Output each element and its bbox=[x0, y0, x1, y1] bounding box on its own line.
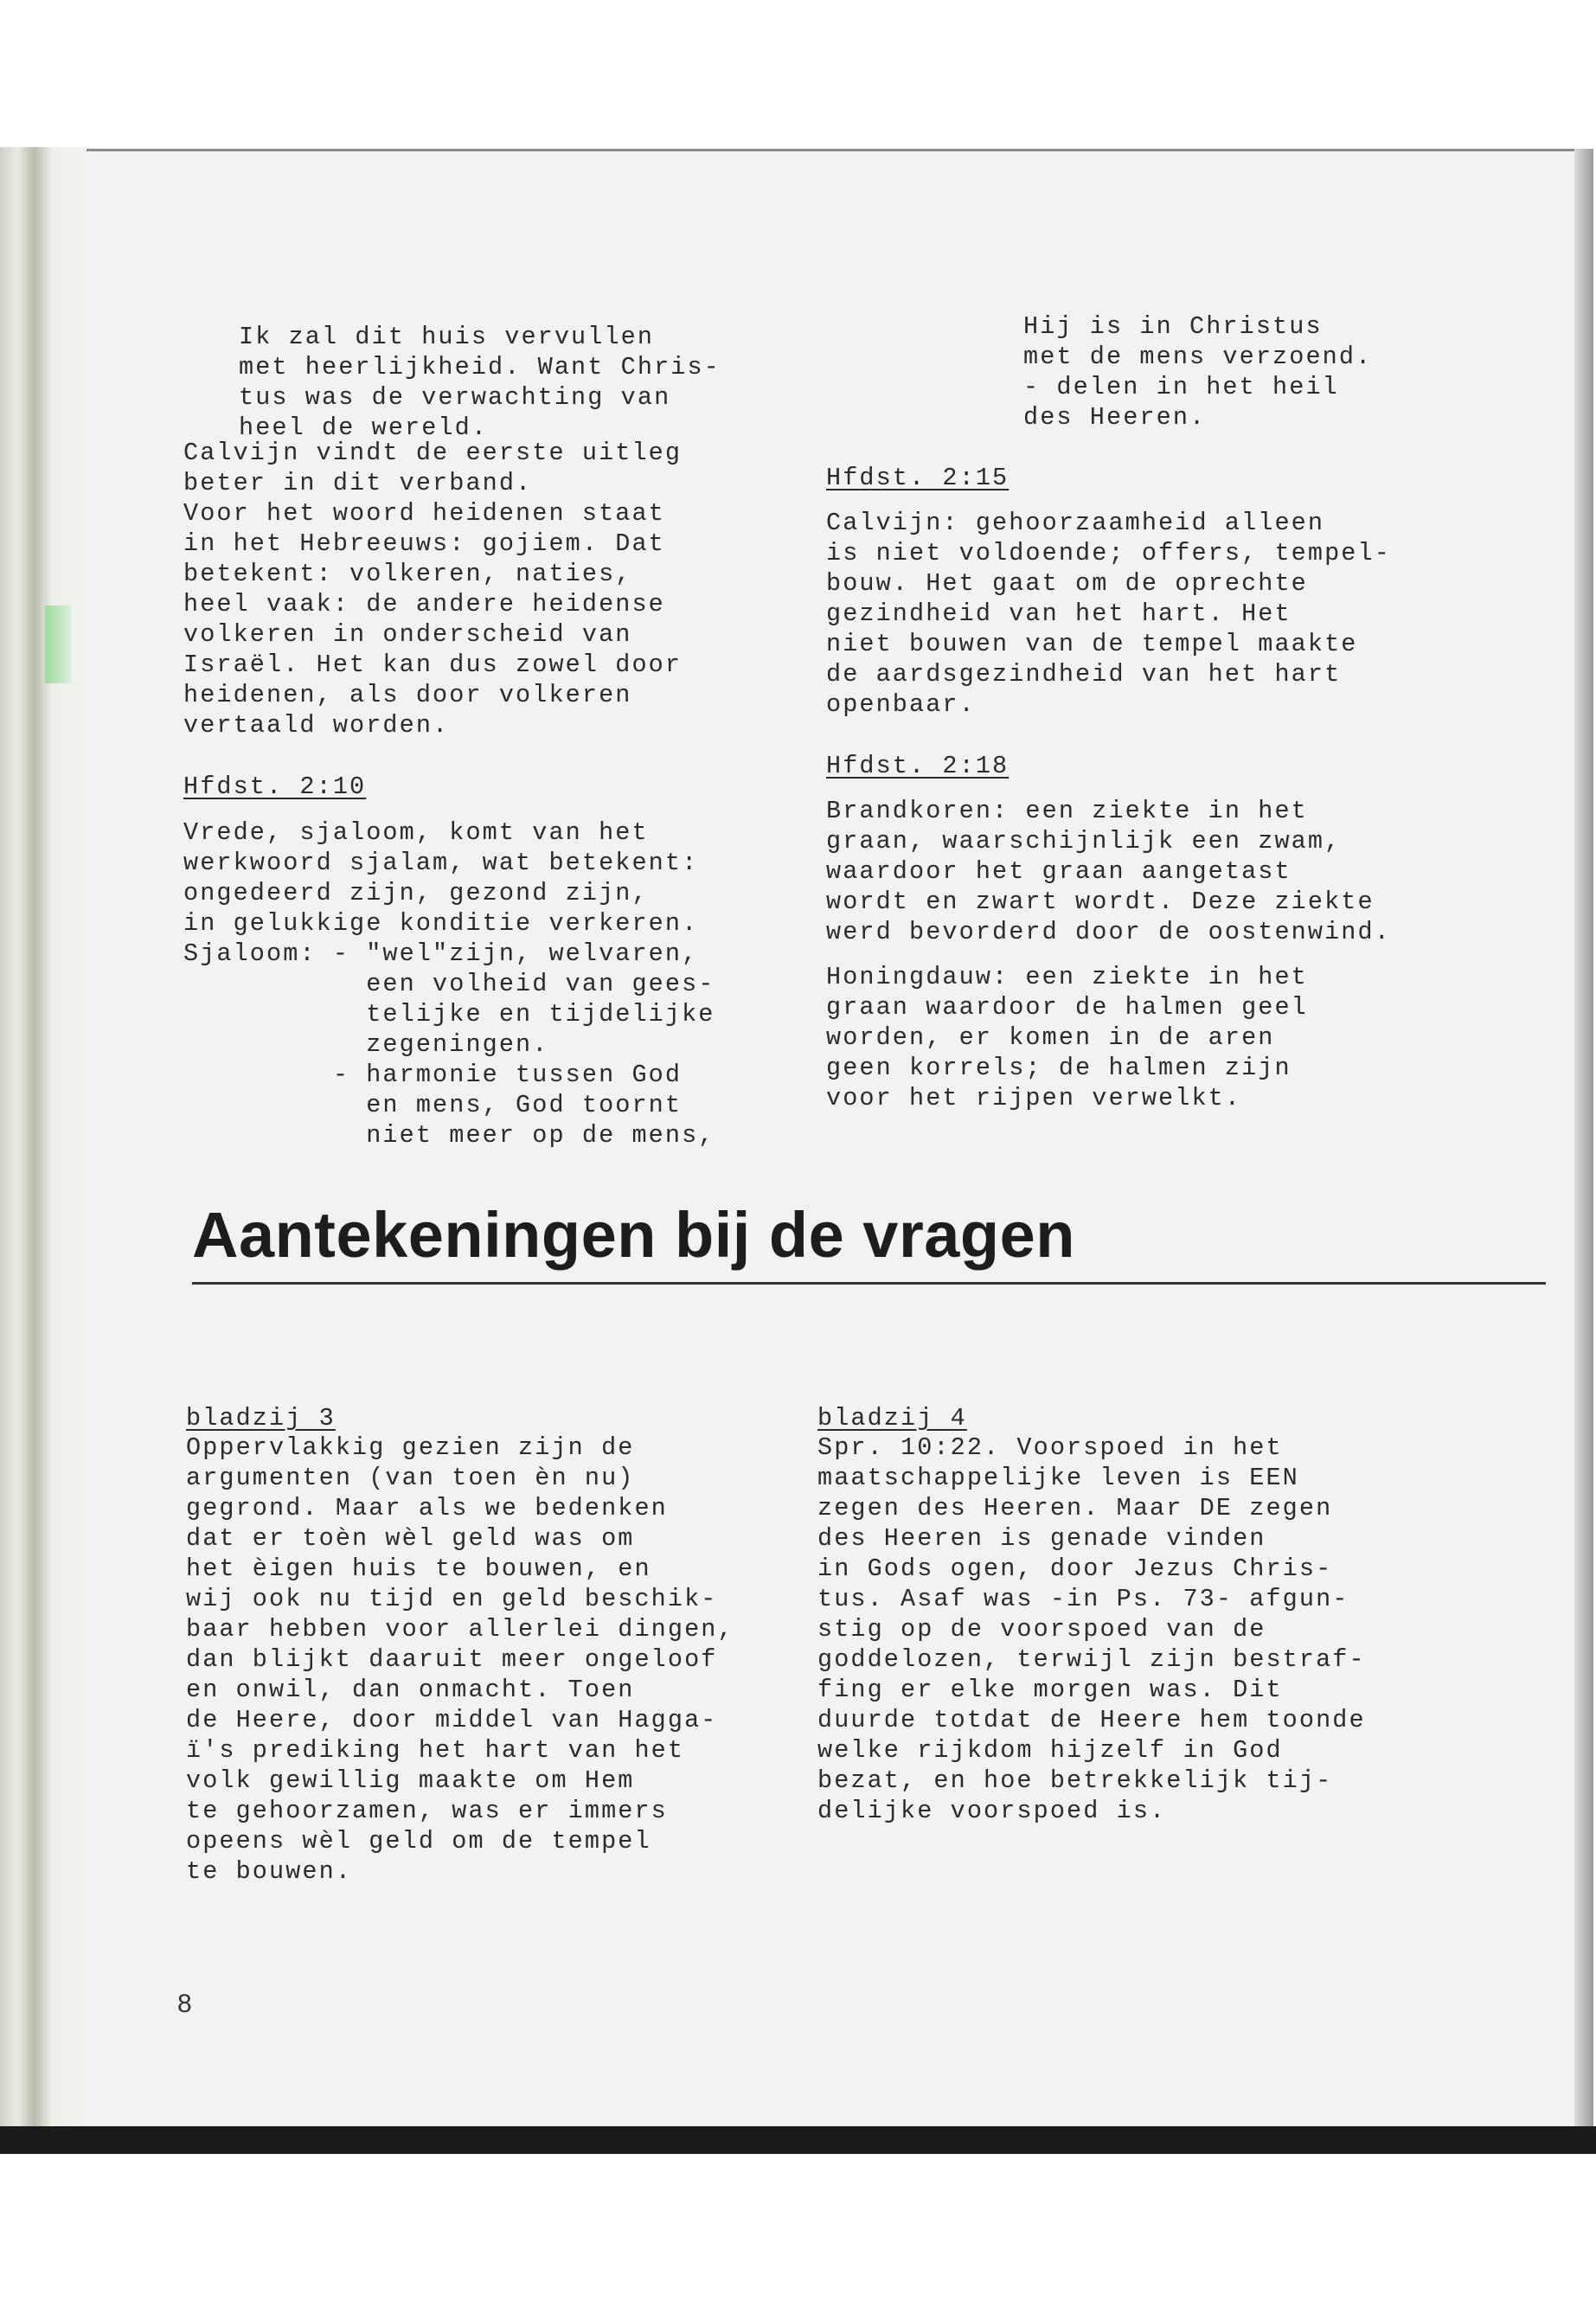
section-body-brandkoren: Brandkoren: een ziekte in het graan, waarschijnlijk een zwam, waardoor het graan aangetast wordt en zwart wordt. Deze ziekte werd bevorderd door de oostenwind. bbox=[826, 797, 1391, 946]
book-spine-edge bbox=[0, 147, 95, 2154]
body-bladzij-4: Spr. 10:22. Voorspoed in het maatschappelijke leven is EEN zegen des Heeren. Maar DE zegen des Heeren is genade vinden in Gods ogen, door Jezus Chris- tus. Asaf was -in Ps. 73- afgun- stig op de voorspoed van de goddelozen, terwijl zijn bestraf- fing er elke morgen was. Dit duurde totdat de Heere hem toonde welke rijkdom hijzelf in God bezat, en hoe betrekkelijk tij- delijke voorspoed is. bbox=[817, 1433, 1366, 1825]
section-body-2-15: Calvijn: gehoorzaamheid alleen is niet voldoende; offers, tempel- bouw. Het gaat om de oprechte gezindheid van het hart. Het niet bouwen van de tempel maakte de aardsgezindheid van het hart openbaar. bbox=[826, 509, 1391, 719]
section-title: Aantekeningen bij de vragen bbox=[192, 1199, 1075, 1271]
green-page-tab bbox=[45, 606, 71, 683]
section-body-2-10: Vrede, sjaloom, komt van het werkwoord sjalam, wat betekent: ongedeerd zijn, gezond zijn, in gelukkige konditie verkeren. Sjaloom: - "wel"zijn, welvaren, een volheid van gees- telijke en tijdelijke zegeningen. - harmonie tussen God en mens, God toornt niet meer op de mens, bbox=[183, 818, 715, 1150]
label-bladzij-4: bladzij 4 bbox=[817, 1404, 967, 1433]
section-body-honingdauw: Honingdauw: een ziekte in het graan waardoor de halmen geel worden, er komen in de aren geen korrels; de halmen zijn voor het rijpen verwelkt. bbox=[826, 963, 1308, 1112]
page-right-edge bbox=[1574, 149, 1593, 2130]
page-number: 8 bbox=[177, 1990, 192, 2018]
section-heading-2-18: Hfdst. 2:18 bbox=[826, 752, 1010, 780]
title-rule bbox=[192, 1282, 1546, 1285]
top-left-intro: Ik zal dit huis vervullen met heerlijkheid. Want Chris- tus was de verwachting van heel de wereld. bbox=[239, 323, 721, 442]
scan-bottom-bar bbox=[0, 2126, 1596, 2154]
section-heading-2-15: Hfdst. 2:15 bbox=[826, 464, 1010, 492]
body-bladzij-3: Oppervlakkig gezien zijn de argumenten (van toen èn nu) gegrond. Maar als we bedenken dat er toèn wèl geld was om het èigen huis te bouwen, en wij ook nu tijd en geld beschik- baar hebben voor allerlei dingen, dan blijkt daaruit meer ongeloof en onwil, dan onmacht. Toen de Heere, door middel van Hagga- ï's prediking het hart van het volk gewillig maakte om Hem te gehoorzamen, was er immers opeens wèl geld om de tempel te bouwen. bbox=[186, 1433, 734, 1886]
top-left-body: Calvijn vindt de eerste uitleg beter in dit verband. Voor het woord heidenen staat in het Hebreeuws: gojiem. Dat betekent: volkeren, naties, heel vaak: de andere heidense volkeren in onderscheid van Israël. Het kan dus zowel door heidenen, als door volkeren vertaald worden. bbox=[183, 439, 683, 740]
label-bladzij-3: bladzij 3 bbox=[186, 1404, 336, 1433]
section-heading-2-10: Hfdst. 2:10 bbox=[183, 772, 367, 801]
top-right-intro: Hij is in Christus met de mens verzoend. - delen in het heil des Heeren. bbox=[1023, 312, 1373, 432]
